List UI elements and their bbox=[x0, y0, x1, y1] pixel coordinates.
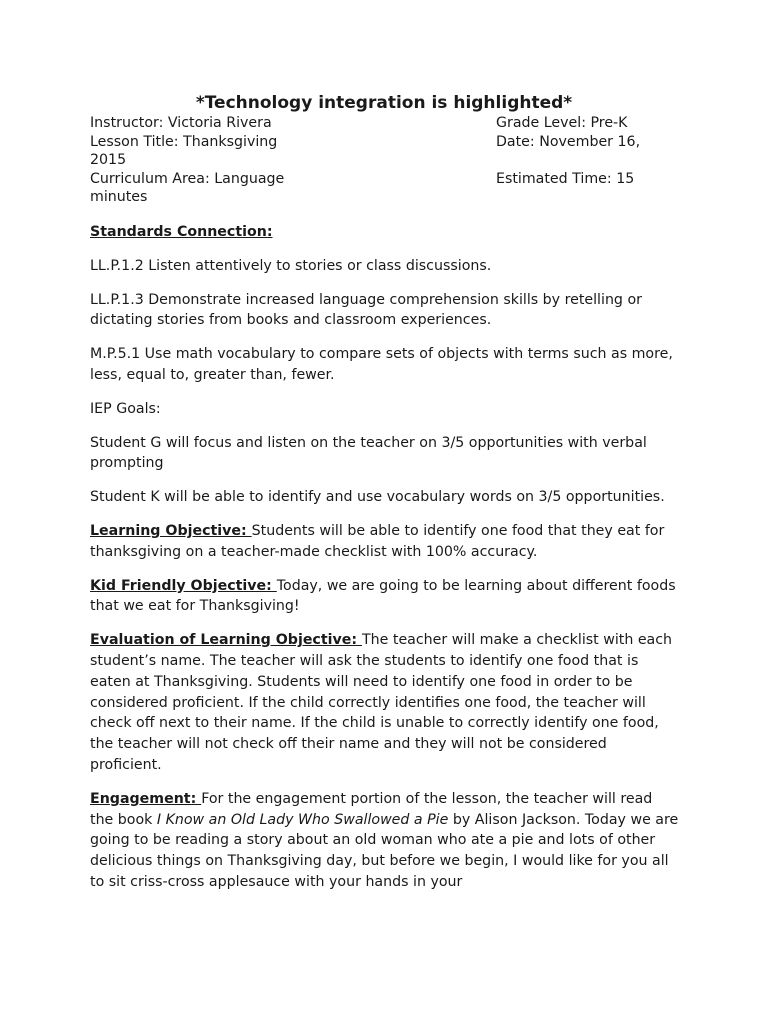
standard-item: M.P.5.1 Use math vocabulary to compare sets of objects with terms such as more, less, equal to, greater than, fewer. bbox=[90, 346, 673, 383]
evaluation-text: The teacher will make a checklist with each student’s name. The teacher will ask the students to identify one food that is eaten at Thanksgiving. Students will need to identify one food in order to be considered proficient. If the child correctly identifies one food, the teacher will check off next to their name. If the child is unable to correctly identify one food, the teacher will not check off their name and they will not be considered proficient. bbox=[90, 632, 673, 773]
spacer bbox=[496, 151, 696, 170]
kid-friendly-text: Today, we are going to be learning about different foods that we eat for Thanksgiving! bbox=[90, 577, 676, 615]
lesson-body bbox=[90, 222, 680, 906]
iep-item: Student G will focus and listen on the teacher on 3/5 opportunities with verbal prompting bbox=[90, 434, 647, 472]
curriculum-continuation-line: minutes bbox=[90, 189, 148, 205]
engagement-text-after: by Alison Jackson. Today we are going to be reading a story about an old woman who ate a pie and lots of other delicious things on Thanksgiving day, but before we begin, I would like for you all to sit criss-cross applesauce with your hands in your bbox=[90, 811, 679, 890]
lesson-title-line: Lesson Title: Thanksgiving bbox=[90, 133, 278, 150]
page-title: *Technology integration is highlighted* bbox=[195, 93, 573, 113]
standard-item: LL.P.1.3 Demonstrate increased language comprehension skills by retelling or dictating stories from books and classroom experiences. bbox=[90, 291, 642, 329]
kid-friendly-paragraph bbox=[90, 576, 680, 618]
engagement-text-before: For the engagement portion of the lesson, the teacher will read the book bbox=[90, 790, 653, 828]
iep-item: Student K will be able to identify and use vocabulary words on 3/5 opportunities. bbox=[90, 489, 665, 506]
learning-objective-paragraph bbox=[90, 521, 680, 563]
book-title: I Know an Old Lady Who Swallowed a Pie bbox=[156, 811, 449, 828]
standards-heading bbox=[90, 222, 680, 243]
learning-objective-text: Students will be able to identify one food that they eat for thanksgiving on a teacher-made checklist with 100% accuracy. bbox=[90, 522, 665, 560]
curriculum-area-line: Curriculum Area: Language bbox=[90, 170, 285, 187]
standard-item: LL.P.1.2 Listen attentively to stories or class discussions. bbox=[90, 257, 492, 274]
evaluation-paragraph bbox=[90, 630, 680, 776]
kid-friendly-label: Kid Friendly Objective: bbox=[90, 577, 277, 594]
engagement-label: Engagement: bbox=[90, 790, 202, 807]
iep-heading: IEP Goals: bbox=[90, 400, 161, 417]
evaluation-label: Evaluation of Learning Objective: bbox=[90, 632, 362, 649]
estimated-time-line: Estimated Time: 15 bbox=[496, 170, 635, 187]
standards-heading-label: Standards Connection: bbox=[90, 224, 273, 240]
instructor-line: Instructor: Victoria Rivera bbox=[90, 115, 272, 131]
engagement-paragraph bbox=[90, 789, 680, 893]
header-left-column bbox=[90, 114, 320, 207]
lesson-year-line: 2015 bbox=[90, 152, 127, 168]
header-right-column bbox=[496, 114, 696, 188]
learning-objective-label: Learning Objective: bbox=[90, 522, 252, 539]
grade-level-line: Grade Level: Pre-K bbox=[496, 115, 628, 131]
date-line: Date: November 16, bbox=[496, 133, 641, 150]
